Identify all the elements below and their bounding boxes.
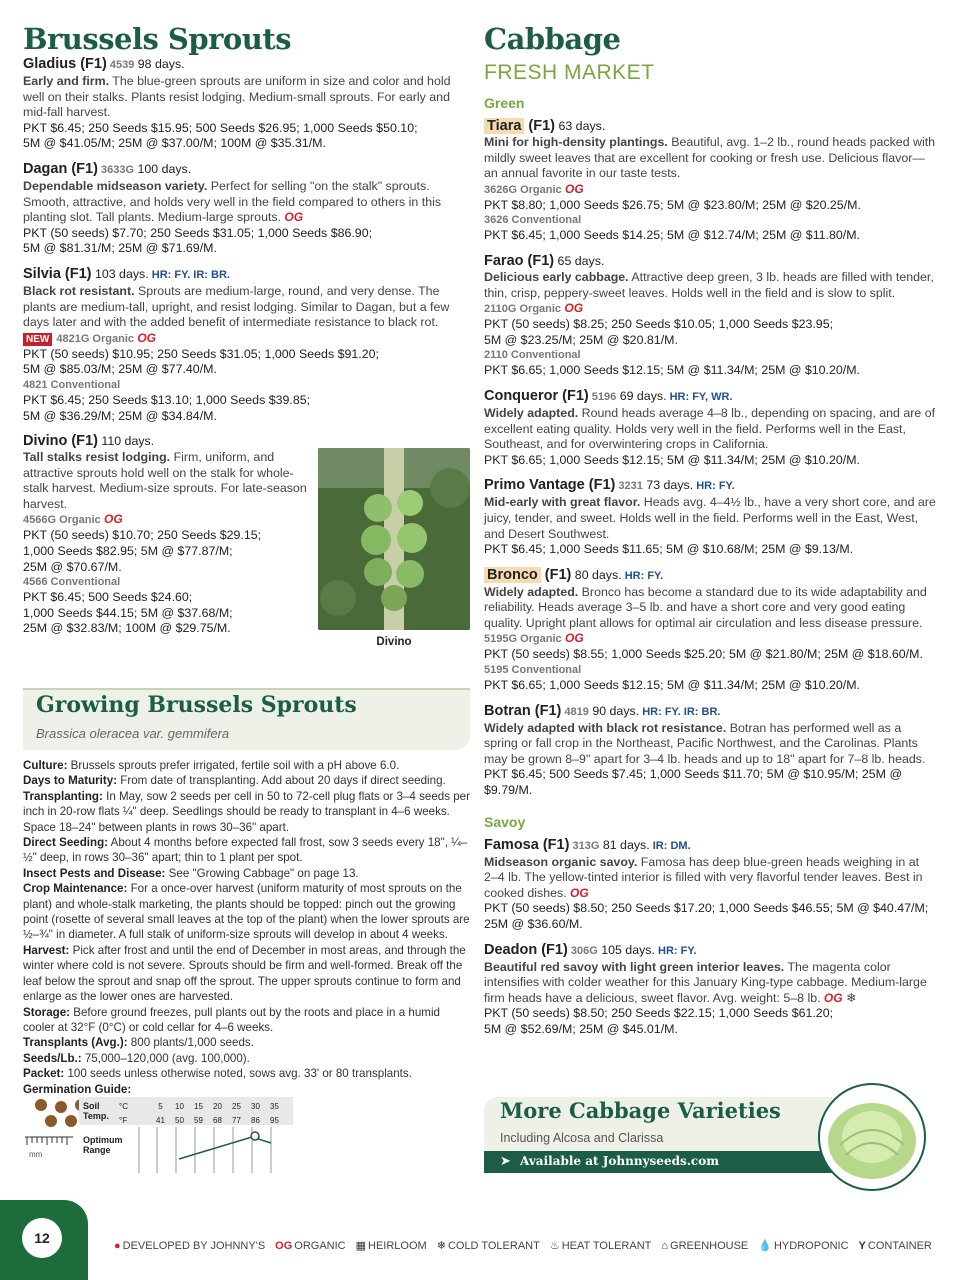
- germination-guide: [23, 1097, 293, 1173]
- disease-resistance: HR: FY. IR: BR.: [639, 705, 721, 718]
- variety-title-line: [484, 118, 936, 135]
- temp-value: 30: [251, 1102, 260, 1111]
- growing-item-key: Packet:: [23, 1067, 65, 1081]
- product-number: 5196: [588, 390, 617, 403]
- legend-label: GREENHOUSE: [670, 1240, 749, 1252]
- growing-item: [23, 758, 470, 773]
- growing-item-value: About 4 months before expected fall frost, sow 3 seeds every 18", ¼–½" deep, in rows 30–36" apart; thin to 1 plant per spot.: [23, 836, 468, 865]
- growing-item-key: Culture:: [23, 759, 68, 772]
- conventional-code: 4821 Conventional: [23, 378, 121, 391]
- growing-item-key: Germination Guide:: [23, 1082, 132, 1096]
- f1-label: (F1): [530, 702, 562, 719]
- growing-item: [23, 789, 470, 835]
- price-line: 25M @ $36.60/M.: [484, 917, 583, 931]
- f1-label: (F1): [540, 566, 572, 583]
- growing-item: [23, 943, 470, 1005]
- product-number: 4539: [106, 59, 135, 71]
- variety-lead: Tall stalks resist lodging.: [23, 450, 171, 465]
- growing-latin: Brassica oleracea var. gemmifera: [36, 726, 230, 741]
- variety-lead: Widely adapted.: [484, 584, 579, 599]
- variety-name: Primo Vantage: [484, 477, 585, 494]
- variety-text: Bronco has become a standard due to its wide adaptability and reliability. Heads average 3–5 lb. and have a short core and very good eating quality. Upright plant allows for optimal air circulation and less disease pressure.: [484, 584, 927, 630]
- organic-icon: OG: [820, 990, 843, 1005]
- growing-title: Growing Brussels Sprouts: [36, 692, 357, 718]
- days-to-maturity: 110 days.: [97, 434, 155, 449]
- growing-item-key: Harvest:: [23, 943, 70, 957]
- legend-label: CONTAINER: [867, 1240, 932, 1252]
- variety-title-line: [23, 433, 309, 450]
- cold-tolerant-icon: ❄: [436, 1240, 446, 1252]
- more-cabbage-link-bar[interactable]: [484, 1151, 840, 1173]
- price-line: PKT $8.80; 1,000 Seeds $26.75; 5M @ $23.80/M; 25M @ $20.25/M.: [484, 197, 861, 212]
- temp-value: 15: [194, 1102, 203, 1111]
- variety-entry: [484, 253, 936, 379]
- temp-value: 86: [251, 1116, 260, 1125]
- organic-icon: OG: [561, 301, 584, 316]
- fahrenheit-values: [151, 1113, 284, 1129]
- cabbage-photo: [818, 1083, 926, 1191]
- days-to-maturity: 80 days.: [571, 567, 622, 582]
- legend-item: [859, 1240, 932, 1252]
- growing-item: [23, 1005, 470, 1036]
- celsius-unit: °C: [119, 1102, 128, 1111]
- cursor-icon: ➤: [500, 1153, 511, 1168]
- variety-text: The magenta color intensifies with colder weather for this January King-type cabbage. Medium-large firm heads have a delicious, sweet flavor. Avg. weight: 5–8 lb.: [484, 959, 927, 1005]
- code-label: 2110G Organic: [484, 303, 562, 316]
- variety-lead: Black rot resistant.: [23, 283, 135, 298]
- legend-item: [275, 1240, 345, 1252]
- variety-text: Round heads average 4–8 lb., depending on spacing, and are of excellent eating quality. Holds very well in the field. Performs well in the East, Southeast, and for overwintering crops in California.: [484, 405, 936, 452]
- price-line: 5M @ $85.03/M; 25M @ $77.40/M.: [23, 362, 217, 377]
- variety-name: Bronco: [484, 567, 541, 583]
- more-cabbage-subtitle: Including Alcosa and Clarissa: [500, 1131, 664, 1145]
- price-line: PKT $6.65; 1,000 Seeds $12.15; 5M @ $11.34/M; 25M @ $10.20/M.: [484, 363, 860, 378]
- organic-icon: OG: [134, 330, 157, 345]
- price-line: 5M @ $81.31/M; 25M @ $71.69/M.: [23, 241, 217, 256]
- page-number: 12: [22, 1218, 62, 1258]
- new-badge: NEW: [23, 333, 52, 346]
- organic-code: [484, 182, 936, 198]
- conventional-code: 4566 Conventional: [23, 576, 121, 589]
- price-line: PKT (50 seeds) $8.55; 1,000 Seeds $25.20; 5M @ $21.80/M; 25M @ $18.60/M.: [484, 647, 923, 662]
- variety-text: The blue-green sprouts are uniform in size and color and hold well on their stalks. Plants resist lodging. Medium-small sprouts. For early and mid-fall harvest.: [23, 74, 451, 120]
- code-label: 3626G Organic: [484, 183, 562, 196]
- organic-code: [23, 331, 470, 347]
- variety-entry: [484, 837, 936, 933]
- temp-value: 95: [270, 1116, 279, 1125]
- temp-value: 5: [158, 1102, 163, 1111]
- variety-name: Dagan (F1): [23, 160, 98, 177]
- conventional-code: 2110 Conventional: [484, 349, 581, 362]
- growing-item-value: In May, sow 2 seeds per cell in 50 to 72-cell plug flats or 3–4 seeds per inch in 20-row flats ¼" deep. Seedlings should be ready to transplant in 4–6 weeks. Space 18–24" between plants in rows 30–36" apart.: [23, 789, 470, 834]
- variety-entry: [23, 266, 470, 424]
- legend-label: HEAT TOLERANT: [561, 1240, 652, 1252]
- brussels-sprouts-illustration: [318, 448, 470, 630]
- variety-text: Sprouts are medium-large, round, and very dense. The plants are medium-tall, upright, and resist lodging. Similar to Dagan, but a few days later and with the added benefit of intermediate resistance to black rot.: [23, 283, 450, 330]
- growing-item: [23, 881, 470, 943]
- price-line: PKT $6.45; 500 Seeds $24.60;: [23, 590, 193, 605]
- price-line: PKT $6.45; 250 Seeds $13.10; 1,000 Seeds $39.85;: [23, 392, 311, 407]
- variety-text: Botran has performed well as a spring or fall crop in the Northeast, Pacific Northwest, and the Carolinas. Plants may be grown 8–9" apart for 3–4 lb. heads and up to 18" apart for 7–8 lb. heads.: [484, 720, 926, 766]
- variety-title-line: [484, 567, 936, 585]
- days-to-maturity: 69 days.: [616, 388, 667, 403]
- variety-description: [484, 406, 936, 453]
- growing-item-key: Days to Maturity:: [23, 774, 118, 788]
- days-to-maturity: 105 days.: [597, 942, 655, 957]
- legend-label: HEIRLOOM: [368, 1240, 427, 1252]
- price-line: 25M @ $70.67/M.: [23, 559, 122, 574]
- days-to-maturity: 98 days.: [134, 57, 185, 71]
- variety-title-line: [23, 266, 470, 284]
- disease-resistance: HR: FY.: [693, 480, 735, 493]
- growing-item-key: Insect Pests and Disease:: [23, 866, 166, 880]
- legend-item: [550, 1240, 652, 1252]
- price-line: 5M @ $52.69/M; 25M @ $45.01/M.: [484, 1021, 678, 1036]
- growing-item: [23, 1066, 470, 1081]
- variety-description: [484, 495, 936, 542]
- cold-tolerant-icon: ❄: [842, 990, 857, 1005]
- variety-description: [23, 74, 470, 121]
- variety-name: Farao: [484, 252, 524, 269]
- variety-description: [484, 585, 936, 632]
- price-line: 5M @ $23.25/M; 25M @ $20.81/M.: [484, 332, 678, 347]
- variety-name: Divino (F1): [23, 433, 98, 450]
- disease-resistance: HR: FY. IR: BR.: [148, 268, 230, 281]
- growing-item-value: From date of transplanting. Add about 20 days if direct seeding.: [117, 774, 446, 788]
- variety-description: [23, 179, 470, 226]
- organic-code: [484, 301, 936, 317]
- category-green: Green: [484, 95, 525, 111]
- heat-tolerant-icon: ♨: [549, 1240, 560, 1252]
- price-line: 5M @ $36.29/M; 25M @ $34.84/M.: [23, 408, 217, 423]
- variety-name: Silvia (F1): [23, 265, 92, 282]
- variety-name: Tiara: [484, 118, 524, 134]
- section-title-brussels-sprouts: Brussels Sprouts: [23, 22, 292, 56]
- section-title-cabbage: Cabbage: [484, 22, 621, 56]
- price-line: PKT (50 seeds) $7.70; 250 Seeds $31.05; 1,000 Seeds $86.90;: [23, 225, 373, 240]
- temp-value: 59: [194, 1116, 203, 1125]
- legend-item: [114, 1240, 265, 1252]
- right-column: [484, 22, 936, 1047]
- legend-item: [356, 1240, 427, 1252]
- f1-label: (F1): [538, 836, 570, 853]
- price-line: PKT $6.45; 1,000 Seeds $14.25; 5M @ $12.74/M; 25M @ $11.80/M.: [484, 228, 860, 243]
- organic-icon: OG: [566, 885, 589, 900]
- price-line: PKT $6.45; 500 Seeds $7.45; 1,000 Seeds $11.70; 5M @ $10.95/M; 25M @ $9.79/M.: [484, 767, 903, 798]
- variety-title-line: [484, 388, 936, 406]
- price-line: PKT $6.65; 1,000 Seeds $12.15; 5M @ $11.34/M; 25M @ $10.20/M.: [484, 678, 860, 693]
- variety-entry: [484, 567, 936, 694]
- variety-lead: Beautiful red savoy with light green interior leaves.: [484, 959, 785, 974]
- variety-entry: [23, 161, 470, 257]
- variety-description: [23, 450, 309, 512]
- variety-text: Firm, uniform, and attractive sprouts hold well on the stalk for whole-stalk harvest. Medium-size sprouts. For late-season harvest.: [23, 450, 307, 511]
- organic-code: [484, 631, 936, 647]
- hydroponic-icon: 💧: [758, 1240, 772, 1252]
- more-cabbage-link[interactable]: Available at Johnnyseeds.com: [520, 1154, 719, 1168]
- growing-item: [23, 866, 470, 881]
- conventional-code: 5195 Conventional: [484, 664, 582, 677]
- variety-entry: [23, 56, 470, 152]
- soil-temp-label: Soil Temp.: [83, 1101, 109, 1121]
- price-line: PKT (50 seeds) $8.50; 250 Seeds $17.20; 1,000 Seeds $46.55; 5M @ $40.47/M;: [484, 901, 929, 916]
- cabbage-subtitle: FRESH MARKET: [484, 61, 655, 84]
- temp-value: 25: [232, 1102, 241, 1111]
- price-line: PKT (50 seeds) $8.50; 250 Seeds $22.15; 1,000 Seeds $61.20;: [484, 1006, 834, 1021]
- product-number: 4819: [561, 705, 589, 718]
- organic-icon: OG: [561, 631, 584, 646]
- variety-title-line: [484, 837, 936, 855]
- organic-icon: OG: [100, 512, 123, 527]
- temp-value: 50: [175, 1116, 184, 1125]
- variety-name: Botran: [484, 702, 531, 719]
- temp-value: 20: [213, 1102, 222, 1111]
- price-line: PKT $6.45; 250 Seeds $15.95; 500 Seeds $26.95; 1,000 Seeds $50.10;: [23, 120, 418, 135]
- f1-label: (F1): [537, 941, 568, 958]
- price-line: PKT (50 seeds) $10.95; 250 Seeds $31.05; 1,000 Seeds $91.20;: [23, 346, 379, 361]
- icon-legend: [114, 1239, 942, 1255]
- variety-entry: [484, 703, 936, 799]
- more-cabbage-title: More Cabbage Varieties: [500, 1098, 781, 1123]
- price-line: 25M @ $32.83/M; 100M @ $29.75/M.: [23, 621, 231, 636]
- price-line: PKT (50 seeds) $10.70; 250 Seeds $29.15;: [23, 528, 262, 543]
- growing-item-value: Before ground freezes, pull plants out by the roots and place in a humid cooler at 32°F (0°C) or cold cellar for 4–6 weeks.: [23, 1005, 440, 1034]
- growing-item-key: Seeds/Lb.:: [23, 1051, 82, 1065]
- container-icon: Y: [858, 1240, 866, 1252]
- legend-label: HYDROPONIC: [773, 1240, 849, 1252]
- growing-item: [23, 835, 470, 866]
- legend-item: [437, 1240, 540, 1252]
- growing-item-key: Transplanting:: [23, 789, 103, 803]
- variety-text: Famosa has deep blue-green heads weighing in at 2–4 lb. The yellow-tinted interior is filled with very flavorful tender leaves. Best in cooked dishes.: [484, 854, 923, 900]
- days-to-maturity: 103 days.: [91, 266, 149, 281]
- variety-title-line: [23, 56, 470, 74]
- variety-title-line: [484, 942, 936, 960]
- days-to-maturity: 65 days.: [554, 253, 605, 268]
- organic-code: [23, 512, 309, 528]
- savoy-entries: [484, 837, 936, 1038]
- days-to-maturity: 63 days.: [555, 119, 606, 133]
- temp-value: 68: [213, 1116, 222, 1125]
- variety-text: Attractive deep green, 3 lb. heads are filled with tender, thin, crisp, peppery-sweet leaves. Holds well in the field and is slow to split.: [484, 269, 934, 300]
- variety-description: [484, 270, 936, 301]
- growing-item: [23, 773, 470, 788]
- variety-entry: [484, 388, 936, 468]
- legend-label: ORGANIC: [294, 1240, 346, 1252]
- disease-resistance: HR: FY.: [654, 944, 697, 957]
- f1-label: (F1): [558, 387, 589, 404]
- variety-text: Perfect for selling "on the stalk" sprouts. Smooth, attractive, and holds very well in the field compared to others in this planting slot. Tall plants. Medium-large sprouts.: [23, 178, 442, 225]
- divino-photo: [318, 448, 470, 630]
- disease-resistance: HR: FY.: [621, 569, 664, 582]
- growing-item-value: 800 plants/1,000 seeds.: [127, 1036, 254, 1050]
- legend-item: [661, 1240, 748, 1252]
- variety-lead: Widely adapted.: [484, 405, 579, 420]
- code-label: 4566G Organic: [23, 514, 101, 527]
- f1-label: (F1): [523, 252, 555, 269]
- price-line: PKT $6.65; 1,000 Seeds $12.15; 5M @ $11.34/M; 25M @ $10.20/M.: [484, 452, 860, 467]
- legend-label: COLD TOLERANT: [447, 1240, 540, 1252]
- variety-lead: Midseason organic savoy.: [484, 854, 638, 869]
- temp-value: 77: [232, 1116, 241, 1125]
- variety-name: Famosa: [484, 836, 539, 853]
- variety-title-line: [23, 161, 470, 179]
- temp-value: 35: [270, 1102, 279, 1111]
- variety-description: [484, 855, 936, 902]
- temp-value: 41: [156, 1116, 165, 1125]
- legend-label: DEVELOPED BY JOHNNY'S: [122, 1240, 266, 1252]
- variety-lead: Mini for high-density plantings.: [484, 135, 668, 149]
- variety-lead: Widely adapted with black rot resistance.: [484, 720, 727, 735]
- product-number: 313G: [569, 839, 600, 852]
- photo-caption: Divino: [376, 636, 412, 648]
- variety-title-line: [484, 477, 936, 495]
- code-label: 4821G Organic: [56, 332, 134, 345]
- variety-lead: Dependable midseason variety.: [23, 178, 208, 193]
- variety-title-line: [484, 253, 936, 270]
- price-line: 5M @ $41.05/M; 25M @ $37.00/M; 100M @ $35.31/M.: [23, 136, 326, 151]
- growing-item-key: Direct Seeding:: [23, 836, 109, 850]
- growing-item-value: 75,000–120,000 (avg. 100,000).: [81, 1051, 250, 1065]
- organic-icon: OG: [275, 1240, 293, 1252]
- variety-entry: [23, 433, 309, 637]
- f1-label: (F1): [524, 118, 556, 134]
- cabbage-illustration: [820, 1085, 924, 1189]
- developed-icon: ●: [114, 1240, 121, 1252]
- code-label: 5195G Organic: [484, 633, 562, 646]
- days-to-maturity: 100 days.: [134, 161, 192, 176]
- greenhouse-icon: ⌂: [661, 1240, 669, 1252]
- variety-name: Conqueror: [484, 387, 559, 404]
- variety-entry: [484, 118, 936, 244]
- optimum-range-label: Optimum Range: [83, 1135, 123, 1155]
- product-number: 3231: [615, 480, 643, 493]
- variety-text: Heads avg. 4–4½ lb., have a very short core, and are juicy, tender, and sweet. Holds well in the field. Performs well in the East, West, and Desert Southwest.: [484, 495, 936, 541]
- growing-item-value: For a once-over harvest (uniform maturity of most sprouts on the plant) and whole-stalk marketing, the plants should be topped: pinch out the growing point (rosette of several small leaves at the top of the plant) when the lower sprouts are ½–¾" in diameter. A full stalk of uniform-size sprouts will develop in about 4 weeks.: [23, 882, 470, 942]
- growing-item-value: 100 seeds unless otherwise noted, sows avg. 33' or 80 transplants.: [64, 1067, 412, 1081]
- variety-entry: [484, 942, 936, 1038]
- variety-description: [484, 960, 936, 1007]
- variety-description: [484, 135, 936, 182]
- growing-item: [23, 1035, 470, 1050]
- price-line: 1,000 Seeds $82.95; 5M @ $77.87/M;: [23, 544, 233, 559]
- variety-description: [23, 284, 470, 331]
- growing-text: [23, 758, 470, 1097]
- growing-header: [23, 688, 470, 750]
- variety-description: [484, 721, 936, 768]
- variety-entry: [484, 477, 936, 557]
- variety-name: Gladius (F1): [23, 56, 107, 72]
- price-line: PKT (50 seeds) $8.25; 250 Seeds $10.05; 1,000 Seeds $23.95;: [484, 317, 834, 332]
- growing-item-value: Pick after frost and until the end of December in most areas, and through the winter where cold is not severe. Sprouts should be firm and well-formed. Break off the leaf below the sprout and snap off the sprout. The upper sprouts continue to form and enlarge as the lower ones are harvested.: [23, 943, 466, 1004]
- green-entries: [484, 118, 936, 799]
- conventional-code: 3626 Conventional: [484, 214, 582, 227]
- days-to-maturity: 81 days.: [599, 837, 650, 852]
- disease-resistance: IR: DM.: [649, 839, 691, 852]
- price-line: PKT $6.45; 1,000 Seeds $11.65; 5M @ $10.68/M; 25M @ $9.13/M.: [484, 542, 854, 557]
- mm-label: mm: [29, 1150, 43, 1159]
- variety-text: Beautiful, avg. 1–2 lb., round heads packed with mildly sweet leaves that are excellent for cooking or fresh use. Delicious flavor—an annual favorite in our taste tests.: [484, 135, 936, 181]
- category-savoy: Savoy: [484, 813, 526, 830]
- product-number: 3633G: [97, 163, 135, 176]
- growing-item-key: Transplants (Avg.):: [23, 1036, 128, 1050]
- variety-name: Deadon: [484, 941, 538, 958]
- growing-item-key: Crop Maintenance:: [23, 882, 128, 896]
- variety-title-line: [484, 703, 936, 721]
- organic-icon: OG: [561, 181, 584, 196]
- variety-lead: Delicious early cabbage.: [484, 269, 629, 284]
- growing-item-value: See "Growing Cabbage" on page 13.: [165, 866, 359, 880]
- variety-lead: Early and firm.: [23, 74, 110, 88]
- price-line: 1,000 Seeds $44.15; 5M @ $37.68/M;: [23, 605, 233, 620]
- heirloom-icon: ▦: [355, 1240, 367, 1252]
- growing-item-value: Brussels sprouts prefer irrigated, fertile soil with a pH above 6.0.: [67, 759, 400, 772]
- growing-item: [23, 1082, 470, 1097]
- organic-icon: OG: [281, 210, 304, 225]
- days-to-maturity: 90 days.: [588, 703, 640, 718]
- variety-lead: Mid-early with great flavor.: [484, 495, 641, 510]
- product-number: 306G: [567, 944, 598, 957]
- disease-resistance: HR: FY, WR.: [666, 390, 733, 403]
- growing-item: [23, 1051, 470, 1066]
- legend-item: [758, 1240, 848, 1252]
- f1-label: (F1): [584, 477, 616, 494]
- days-to-maturity: 73 days.: [642, 478, 694, 493]
- fahrenheit-unit: °F: [119, 1116, 128, 1125]
- growing-item-key: Storage:: [23, 1005, 71, 1019]
- temp-value: 10: [175, 1102, 184, 1111]
